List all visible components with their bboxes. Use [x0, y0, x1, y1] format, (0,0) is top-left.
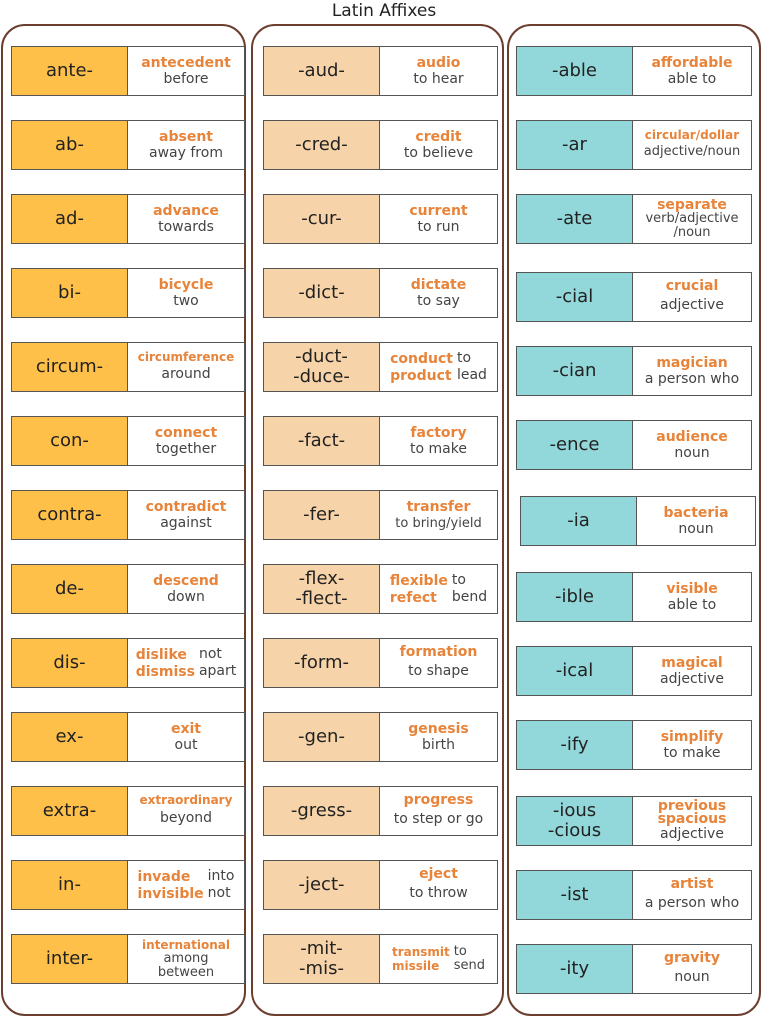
prefix-row-in	[11, 860, 245, 910]
definition: noun	[674, 969, 710, 985]
affix-label: de-	[11, 564, 128, 614]
definition: to throw	[409, 885, 468, 901]
meaning-cell	[633, 272, 752, 322]
example-word: bacteria	[663, 504, 729, 521]
example-word: audience	[656, 428, 728, 445]
definition: before	[163, 70, 209, 87]
meaning-cell	[128, 342, 245, 392]
meaning-cell	[633, 646, 752, 696]
suffix-row-ate	[516, 194, 752, 244]
suffix-row-ence	[516, 420, 752, 470]
example-word: visible	[666, 580, 718, 597]
affix-label: -cian	[516, 346, 633, 396]
affix-label: -cred-	[263, 120, 380, 170]
example-word: audio	[416, 54, 461, 71]
affix-label: in-	[11, 860, 128, 910]
definition: noun	[674, 444, 710, 461]
definition: a person who	[644, 895, 740, 911]
affix-label: -gen-	[263, 712, 380, 762]
affix-label: ad-	[11, 194, 128, 244]
affix-label-1: -duct-	[295, 346, 348, 367]
definition: noun	[678, 520, 714, 537]
meaning-cell	[633, 194, 752, 244]
definition: to make	[410, 440, 467, 457]
prefix-row-circum	[11, 342, 245, 392]
suffix-column	[507, 24, 761, 1016]
example-word: dictate	[410, 276, 467, 293]
suffix-row-ible	[516, 572, 752, 622]
root-row-aud	[263, 46, 498, 96]
prefix-row-bi	[11, 268, 245, 318]
definition: to shape	[408, 663, 469, 679]
meaning-cell	[380, 712, 498, 762]
affix-label: ab-	[11, 120, 128, 170]
example-word: circular/dollar	[644, 128, 740, 142]
example-word: contradict	[145, 498, 227, 515]
meaning-cell	[633, 46, 752, 96]
affix-label: -gress-	[263, 786, 380, 836]
example-word: international	[142, 938, 230, 952]
meaning-cell	[128, 120, 245, 170]
definition: around	[161, 366, 211, 382]
meaning-cell	[633, 120, 752, 170]
definition: to run	[417, 218, 460, 235]
affix-label: ex-	[11, 712, 128, 762]
meaning-cell	[633, 420, 752, 470]
suffix-row-ical	[516, 646, 752, 696]
affix-label: -ist	[516, 870, 633, 920]
meaning-cell	[380, 194, 498, 244]
example-word: circumference	[137, 350, 235, 364]
example-word: conduct	[390, 350, 453, 367]
example-word: absent	[159, 128, 213, 145]
meaning-cell	[380, 46, 498, 96]
definition: together	[155, 440, 217, 457]
prefix-row-ab	[11, 120, 245, 170]
root-row-gress	[263, 786, 498, 836]
prefix-row-con	[11, 416, 245, 466]
definition: among	[163, 951, 209, 966]
page-title: Latin Affixes	[331, 1, 437, 21]
meaning-cell	[633, 572, 752, 622]
meaning-cell	[128, 268, 245, 318]
root-row-ject	[263, 860, 498, 910]
example-word: current	[409, 202, 468, 219]
definition: able to	[667, 596, 717, 613]
example-word: progress	[403, 792, 474, 808]
affix-label: -cur-	[263, 194, 380, 244]
meaning-cell	[633, 870, 752, 920]
affix-label	[516, 796, 633, 846]
suffix-row-cial	[516, 272, 752, 322]
definition: out	[174, 736, 198, 753]
meaning-cell	[380, 860, 498, 910]
affix-label-2: -flect-	[295, 588, 348, 609]
suffix-row-cian	[516, 346, 752, 396]
suffix-row-ity	[516, 944, 752, 994]
example-word: antecedent	[141, 54, 231, 71]
affix-label: bi-	[11, 268, 128, 318]
affix-label: contra-	[11, 490, 128, 540]
affix-label: dis-	[11, 638, 128, 688]
definition: to make	[663, 744, 721, 761]
definition: adjective	[660, 825, 724, 842]
root-row-fact	[263, 416, 498, 466]
affix-label: -form-	[263, 638, 380, 688]
affix-label: -ia	[520, 496, 637, 546]
example-word: transmit	[391, 945, 450, 959]
affix-label: -fer-	[263, 490, 380, 540]
root-row-mit	[263, 934, 498, 984]
affix-label	[263, 564, 380, 614]
meaning-cell	[380, 934, 498, 984]
affix-label-2: -duce-	[293, 366, 350, 387]
example-word: genesis	[408, 720, 469, 737]
definition: towards	[158, 218, 214, 235]
definition: to say	[417, 292, 460, 309]
definition-2: bend	[451, 589, 488, 605]
meaning-cell	[380, 342, 498, 392]
affix-label-2: -mis-	[299, 958, 344, 979]
meaning-cell	[128, 860, 245, 910]
example-word: magical	[661, 654, 723, 671]
example-word: simplify	[660, 728, 724, 745]
root-row-fer	[263, 490, 498, 540]
definition: down	[167, 588, 205, 605]
definition: to	[453, 944, 467, 959]
example-word-2: missile	[391, 959, 440, 973]
definition-2: lead	[456, 367, 487, 383]
definition: into	[207, 868, 235, 884]
affix-label	[263, 934, 380, 984]
example-word: crucial	[665, 278, 719, 294]
prefix-row-ante	[11, 46, 245, 96]
definition: beyond	[159, 810, 213, 826]
definition: to step or go	[393, 811, 484, 827]
example-word: flexible	[389, 572, 448, 589]
definition: a person who	[644, 370, 740, 387]
meaning-cell	[128, 490, 245, 540]
example-word-2: invisible	[137, 885, 204, 902]
prefix-row-contra	[11, 490, 245, 540]
example-word: advance	[153, 202, 219, 219]
meaning-cell	[633, 796, 752, 846]
definition: able to	[667, 70, 717, 87]
prefix-row-de	[11, 564, 245, 614]
root-row-dict	[263, 268, 498, 318]
example-word: credit	[415, 128, 462, 145]
affix-label: ante-	[11, 46, 128, 96]
example-word: previous	[657, 797, 727, 814]
affix-label-1: -ious	[552, 800, 597, 821]
definition: two	[173, 292, 199, 309]
example-word: dislike	[135, 646, 187, 663]
meaning-cell	[128, 564, 245, 614]
meaning-cell	[380, 416, 498, 466]
suffix-row-ist	[516, 870, 752, 920]
affix-label-2: -cious	[547, 820, 602, 841]
root-column	[251, 24, 504, 1016]
example-word-2: dismiss	[135, 663, 195, 680]
prefix-column	[1, 24, 246, 1016]
meaning-cell	[128, 712, 245, 762]
affix-label: -aud-	[263, 46, 380, 96]
affix-label: -dict-	[263, 268, 380, 318]
meaning-cell	[128, 934, 245, 984]
affix-label: -ence	[516, 420, 633, 470]
definition-2: not	[207, 885, 231, 901]
definition: not	[198, 646, 222, 662]
prefix-row-inter	[11, 934, 245, 984]
example-word: eject	[419, 866, 458, 882]
meaning-cell	[128, 46, 245, 96]
affix-label: -ate	[516, 194, 633, 244]
meaning-cell	[128, 786, 245, 836]
example-word: magician	[656, 354, 728, 371]
meaning-cell	[380, 786, 498, 836]
definition: to hear	[413, 70, 464, 87]
example-word: artist	[670, 876, 714, 892]
example-word: invade	[137, 868, 191, 885]
prefix-row-ad	[11, 194, 245, 244]
example-word: extraordinary	[139, 793, 233, 807]
definition: adjective	[660, 297, 724, 313]
affix-label	[263, 342, 380, 392]
prefix-row-dis	[11, 638, 245, 688]
affix-label: -ify	[516, 720, 633, 770]
affix-label-1: -mit-	[300, 938, 343, 959]
example-word: formation	[399, 644, 478, 660]
affix-label: -ity	[516, 944, 633, 994]
example-word: transfer	[406, 498, 471, 515]
affix-label: -able	[516, 46, 633, 96]
prefix-row-ex	[11, 712, 245, 762]
example-word: gravity	[663, 950, 721, 966]
definition: to	[456, 350, 472, 366]
example-word-2: product	[390, 367, 452, 384]
affix-label: circum-	[11, 342, 128, 392]
root-row-cur	[263, 194, 498, 244]
meaning-cell	[380, 120, 498, 170]
suffix-row-able	[516, 46, 752, 96]
definition: verb/adjective	[645, 211, 739, 226]
meaning-cell	[128, 638, 245, 688]
meaning-cell	[637, 496, 756, 546]
definition-2: apart	[198, 663, 237, 679]
meaning-cell	[380, 490, 498, 540]
example-word: factory	[410, 424, 467, 441]
example-word-2: spacious	[657, 810, 727, 827]
root-row-gen	[263, 712, 498, 762]
affix-label-1: -flex-	[298, 568, 345, 589]
root-row-form	[263, 638, 498, 688]
definition-2: between	[157, 965, 215, 980]
meaning-cell	[380, 638, 498, 688]
example-word: descend	[153, 572, 219, 589]
root-row-duct	[263, 342, 498, 392]
meaning-cell	[380, 564, 498, 614]
suffix-row-ar	[516, 120, 752, 170]
definition: to believe	[403, 144, 474, 161]
definition: birth	[422, 736, 455, 753]
definition-2: /noun	[673, 225, 711, 240]
definition: away from	[149, 144, 223, 161]
root-row-cred	[263, 120, 498, 170]
affix-label: -ject-	[263, 860, 380, 910]
root-row-flex	[263, 564, 498, 614]
affix-label: con-	[11, 416, 128, 466]
example-word: affordable	[651, 54, 733, 71]
suffix-row-ia	[520, 496, 756, 546]
suffix-row-ify	[516, 720, 752, 770]
suffix-row-ious	[516, 796, 752, 846]
example-word: bicycle	[158, 276, 214, 293]
meaning-cell	[633, 720, 752, 770]
affix-label: -cial	[516, 272, 633, 322]
affix-label: extra-	[11, 786, 128, 836]
definition: to	[451, 572, 466, 588]
meaning-cell	[380, 268, 498, 318]
example-word: separate	[657, 197, 727, 213]
definition-2: send	[453, 958, 486, 973]
example-word-2: refect	[389, 589, 437, 606]
definition: against	[160, 514, 212, 531]
meaning-cell	[128, 416, 245, 466]
affix-label: inter-	[11, 934, 128, 984]
meaning-cell	[128, 194, 245, 244]
meaning-cell	[633, 346, 752, 396]
affix-label: -fact-	[263, 416, 380, 466]
definition: adjective	[660, 670, 724, 687]
affix-label: -ible	[516, 572, 633, 622]
example-word: connect	[154, 424, 218, 441]
definition: to bring/yield	[395, 515, 482, 531]
definition: adjective/noun	[643, 144, 741, 159]
example-word: exit	[170, 720, 202, 737]
meaning-cell	[633, 944, 752, 994]
prefix-row-extra	[11, 786, 245, 836]
affix-label: -ar	[516, 120, 633, 170]
affix-label: -ical	[516, 646, 633, 696]
